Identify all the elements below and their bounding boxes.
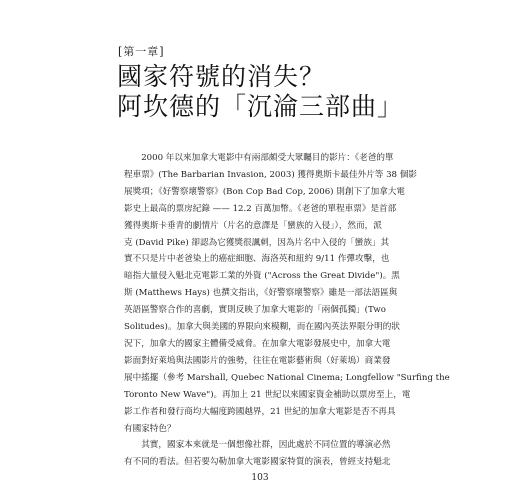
body-line: 有國家特色？ [124,423,176,434]
chapter-title-line-1: 國家符號的消失？ [117,62,326,91]
chapter-title [117,62,403,122]
body-line: 實不只是片中老爸染上的癌症細胞、海洛英和紐約 9/11 作彈攻擊，也 [124,254,390,265]
body-line: Solitudes)。加拿大與美國的界限向來模糊，而在國內英法界限分明的狀 [124,322,400,333]
body-line: 獲得奧斯卡垂青的劇情片（片名的意譯是「蠻族的入侵」），然而，派 [124,220,382,231]
body-line: 影史上最高的票房紀錄 —— 12.2 百萬加幣。《老爸的單程車票》是首部 [124,203,397,214]
body-line: 影面對好萊塢與法國影片的強勢，往往在電影藝術與（好萊塢）商業發 [124,355,391,366]
body-line: 影工作者和發行商均大幅度跨國越界，21 世紀的加拿大電影是否不再具 [124,406,396,417]
body-line: 展獎項；《好警察壞警察》(Bon Cop Bad Cop, 2006) 則創下了加拿大電 [124,186,406,197]
body-line: 展中搖擺（參考 Marshall, Quebec National Cinema; Longfellow "Surfing the [124,372,450,383]
body-line: 其實，國家本來就是一個想像社群，因此處於不同位置的導演必然 [124,440,391,451]
chapter-label: [第一章] [118,45,165,58]
body-text [124,150,450,471]
body-line: 況下，加拿大的國家主體備受威脅。在加拿大電影發展史中，加拿大電 [124,338,391,349]
body-line: 克 (David Pike) 卻認為它獲獎很諷刺，因為片名中入侵的「蠻族」其 [124,237,390,248]
body-line: 有不同的看法。但若要勾勒加拿大電影國家特質的演表，曾經支持魁北 [124,457,391,468]
chapter-title-line-2: 阿坎德的「沉淪三部曲」 [117,92,404,121]
body-line: Toronto New Wave")。再加上 21 世紀以來國家資金補助以票房至上，電 [124,389,411,400]
body-line: 2000 年以來加拿大電影中有兩部頗受大眾矚目的影片：《老爸的單 [124,153,394,163]
body-line: 英語區警察合作的喜劇，實則反映了加拿大電影的「兩個孤獨」(Two [124,305,386,316]
body-line: 暗指大量侵入魁北克電影工業的外資 ("Across the Great Divide")。黑 [124,271,400,282]
page-number: 103 [251,473,269,483]
body-line: 斯 (Matthews Hays) 也撰文指出，《好警察壞警察》雖是一部法語區與 [124,288,398,299]
body-line: 程車票》(The Barbarian Invasion, 2003) 獲得奧斯卡最佳外片等 38 個影 [124,169,417,180]
